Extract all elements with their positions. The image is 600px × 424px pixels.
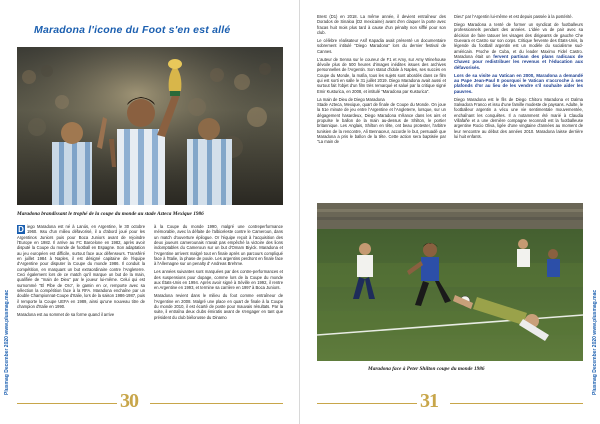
article-column-4 [454, 14, 583, 200]
paragraph: Dieu" par l'Argentin lui-même et est depuis passée à la postérité. [454, 14, 573, 19]
photo-shilton [317, 203, 583, 361]
page-number: 31 [420, 390, 438, 412]
paragraph: Stade Azteca, Mexique, quart de finale de Coupe du Monde. On joue la 51e minute de jeu entre l'Argentine et l'Angleterre, lorsque, sur un dégagement hasardeux, Diego Maradona s'élance dans les airs et propulse le ballon de la main au-dessus de Shilton, le portier britannique. Les Anglais, Shilton en tête, ont beau protester, l'arbitre tunisien de la rencontre, Ali Bennaceur, accorde le but, persuadé que Maradona a pris le ballon de la tête. Cette action sera baptisée par "La main de [317, 101, 446, 145]
paragraph: La main de Dieu de Diego Maradona [317, 96, 385, 102]
paragraph: Brest (D1) en 2018. La même année, il devient entraîneur des Dorados de Sinaloa (D2 mexicaine) avant d'en claquer la porte avec fracas huit mois plus tard à cause d'un pénalty non sifflé pour son club. [317, 14, 446, 36]
article-column-1 [17, 224, 145, 384]
article-title: Maradona l'icone du Foot s'en est allé [34, 24, 231, 36]
page-number-rule [450, 403, 583, 404]
paragraph: L'auteur de Senna sur le coureur de F1 et Amy, sur Amy Winehouse dévoile plus de 500 heures d'images inédites issues des archives personnelles de l'Argentin. Son statut d'idole à Naples, ses succès en Coupe du Monde, la mafia, tous les sujets sont abordés dans ce film qui est sorti en salle le 31 juillet 2019. Diego Maradona avait aussi et surtout fait l'objet d'un film très remarqué et salué par la critique signé Emir Kusturica, en 2008, et intitulé "Maradona par Kusturica". [317, 56, 446, 94]
paragraph: à la Coupe du monde 1990, malgré une contreperformance mémorable, avec la défaite de l'albiceleste contre le Cameroun, dans un match d'ouverture épilogue. Or l'équipe reçoit à l'acquisition des deux joueurs camerounais n'avait pas empêché la victoire des lions indomptables du Cameroun sur un but d'Omam Biyick. Maradona et l'Argentine arrivent malgré tout en finale après un parcours compliqué face à l'Italie, la phase de poule. Les argentins perdront en finale face à l'Allemagne sur un penalty d' Andreas Brehme. [154, 224, 283, 267]
paragraph: Le célèbre réalisateur Asif Kapadia avait présenté un documentaire sobrement intitulé "Diego Maradona" lors du dernier festival de Cannes. [317, 37, 446, 54]
photo-caption: Maradona brandissant le trophé de la coupe du monde au stade Azteca Mexique 1986 [17, 211, 204, 217]
vertical-credit: Plusmag December 2020 www.plusmag.mac [592, 289, 598, 395]
paragraph: Les années suivantes sont marquées par des contre-performances et des suspensions pour dopage, comme lors de la Coupe du monde aux États-Unis en 1994. Après avoir signé à Séville en 1992, il rentre en Argentine en 1993, et termine sa carrière en 1997 à Boca Juniors. [154, 269, 283, 291]
paragraph: Diego Maradona est le fils de Diego Chitoro Maradona et Dalma Salvadora Franco et issu d'une famille modeste de paysans. Adulte, le footballeur argentin a vécu une vie sentimentale mouvementée, enchaînant les conquêtes. Il a notamment été marié à Claudia Villafañe et a une dernière compagne reconnaît est la footballeuse argentine Rocio Oliva, ligée d'une vingtaine d'années au moment de leur rencontre au début des années 2010. Maradona laisse derrière lui huit enfants. [454, 96, 583, 139]
trophy-photo-image [17, 47, 283, 205]
drop-cap: D [18, 224, 24, 234]
article-column-2 [154, 224, 283, 384]
paragraph: Diego Maradona a tenté de former un syndicat de footballeurs professionnels pendant des années. L'idée va de pair avec sa décision de faire tatouer les visages des dirigeants de gauche Che Guevara et Castro sur son corps. Critique fervente des États-Unis, la légende du football argentin est un modèle du socialisme sud-américain. Proche de Cuba, et du leader Maximo Fidel Castro. Maradona était un [454, 21, 583, 59]
highlighted-paragraph: Lors de sa visite au Vatican en 2000, Maradona a demandé au Pape Jean-Paul II pourquoi le Vatican s'accroche à ses plafonds d'or au lieu de les vendre s'il souhaite aider les pauvres. [454, 72, 583, 94]
right-page [300, 0, 600, 424]
vertical-credit: Plusmag December 2020 www.plusmag.mac [4, 289, 10, 395]
paragraph: Maradona est au sommet de sa forme quand il arrive [17, 312, 115, 318]
page-number: 30 [120, 390, 138, 412]
article-column-3 [317, 14, 446, 200]
highlighted-text: fervent partisan des plans radicaux de Chavez pour redistribuer les revenus et l'éducation aux défavorisés. [454, 54, 583, 70]
photo-caption: Maradona face à Peter Shilton coupe du monde 1986 [368, 366, 485, 372]
page-number-rule [317, 403, 417, 404]
paragraph: iego Maradona est né à Lanús, en Argentine, le 30 octobre 1960. Issu d'un milieu défavorisé, il a d'abord joué pour les Argentinos Juniors puis pour Boca Juniors avant de rejoindre l'Europe en 1982. Il arrive au FC Barcelone en 1982, après avoir disputé la Coupe du monde de football en Espagne. Son adaptation au jeu européen est difficile, surtout face aux défenseurs. Transféré en juillet 1984 à Naples, il est désigné capitaine de l'équipe d'Argentine pour disputer la Coupe du monde 1986. Il conduit la compétition, en marquant un but extraordinaire contre l'Angleterre. Ceci également lors de ce match qu'il marque un but de la main, qualifiée de "main de Dieu" par le joueur lui-même. Celui qui est surnommé "El Pibe de Oro", le gamin en or, remporte avec sa sélection la compétition face à la RFA. Maradona enchaîne par un double Championnat-Coupe d'Italie, lors de la saison 1986-1987, puis il remporte la Coupe UEFA en 1989, ainsi qu'une nouveau titre de champion d'Italie en 1990. [17, 224, 145, 310]
paragraph: Maradona revient dans le milieu du foot comme entraîneur de l'Argentine en 2008. Malgré une place en quart de finale à la Coupe du monde 2010, il est écarté de poste pour mauvais résultats. Par la suite, il entraîna deux clubs émiratis avant de s'engager en tant que président du club biélorusse du Dinamo [154, 293, 283, 320]
photo-trophy [17, 47, 283, 205]
page-number-rule [150, 403, 283, 404]
shilton-photo-image [317, 203, 583, 361]
page-number-rule [17, 403, 117, 404]
